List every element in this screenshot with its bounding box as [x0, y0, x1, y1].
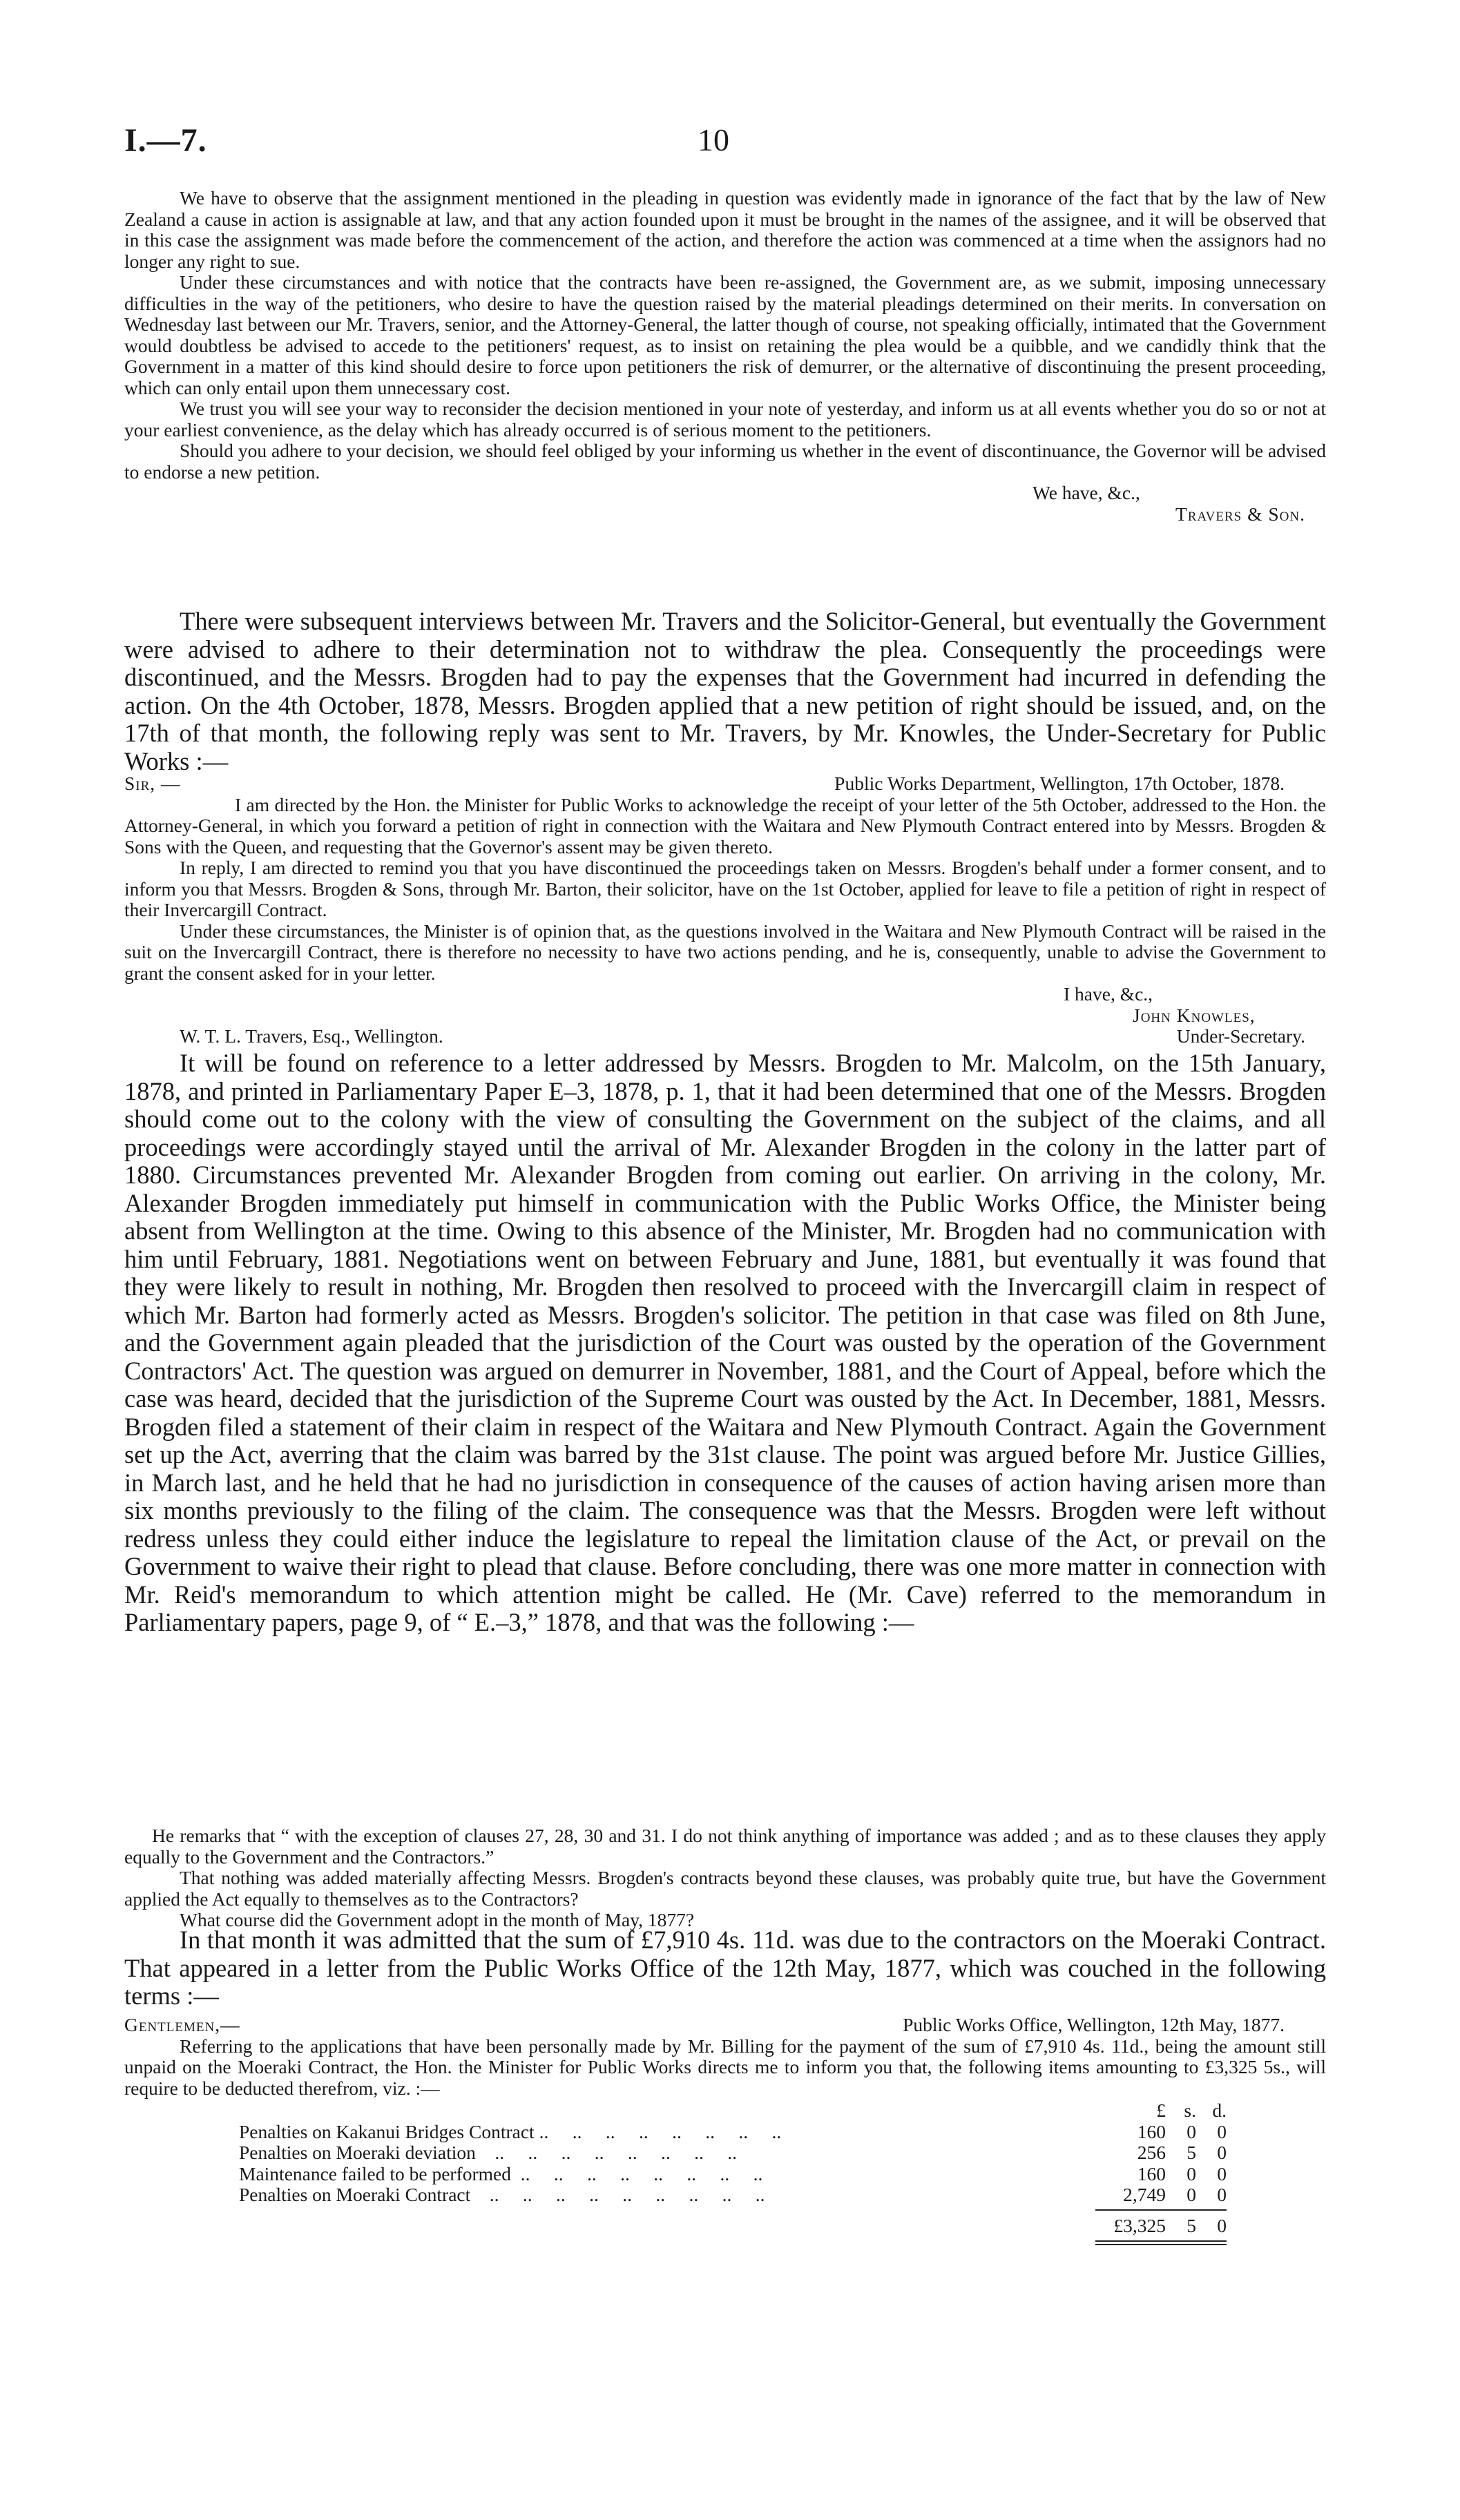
letter-closing: We have, &c.,	[1032, 482, 1140, 503]
table-row	[239, 2184, 1227, 2206]
amount-pence: 0	[1217, 2120, 1227, 2142]
letter-signature-name: John Knowles,	[1133, 1004, 1256, 1026]
narrative-section-3	[124, 1926, 1326, 2010]
sum-rule	[1095, 2209, 1227, 2211]
quote-paragraph: What course did the Government adopt in the month of May, 1877?	[180, 1909, 695, 1930]
letter-paragraph: Under these circumstances and with notice that the contracts have been re-assigned, the Government are, as we submit, imposing unnecessary difficulties in the way of the petitioners, who desire to have the question raised by the material pleadings determined on their merits. In conversation on Wednesday last between our Mr. Travers, senior, and the Attorney-General, the latter though of course, not speaking officially, intimated that the Government would doubtless be advised to accede to the petitioners' request, as to insist on retaining the plea would be a quibble, and we candidly think that the Government in a matter of this kind should desire to force upon petitioners the risk of demurrer, or the alternative of discontinuing the present proceeding, which can only entail upon them unnecessary cost.	[124, 271, 1326, 398]
letter-dateline: Public Works Office, Wellington, 12th May, 1877.	[903, 2014, 1285, 2035]
total-double-rule-top	[1095, 2240, 1227, 2242]
amount-shillings: 0	[1187, 2162, 1196, 2184]
letter-public-works	[124, 2015, 1326, 2099]
letter-signature-title: Under-Secretary.	[1176, 1025, 1305, 1047]
letter-paragraph: We trust you will see your way to reconsider the decision mentioned in your note of yesterday, and inform us at all events whether you do so or not at your earliest convenience, as the delay which has already occurred is of serious moment to the petitioners.	[124, 398, 1326, 440]
letter-paragraph: Should you adhere to your decision, we should feel obliged by your informing us whether in the event of discontinuance, the Governor will be advised to endorse a new petition.	[124, 440, 1326, 483]
page-header	[124, 122, 1326, 170]
amount-shillings: 0	[1187, 2120, 1196, 2142]
amount-pence: 0	[1217, 2142, 1227, 2163]
total-pence: 0	[1217, 2214, 1227, 2236]
amount-shillings: 0	[1187, 2184, 1196, 2205]
letter-paragraph: I am directed by the Hon. the Minister for Public Works to acknowledge the receipt of your letter of the 5th October, addressed to the Hon. the Attorney-General, in which you forward a petition of right in connection with the Waitara and New Plymouth Contract entered into by Messrs. Brogden & Sons with the Queen, and requesting that the Governor's assent may be given thereto.	[124, 793, 1326, 857]
table-row	[239, 2142, 1227, 2164]
table-header-row	[239, 2100, 1227, 2122]
quoted-memorandum	[124, 1825, 1326, 1931]
amount-pounds: 160	[1137, 2162, 1166, 2184]
table-total-row	[239, 2216, 1227, 2237]
item-label: Penalties on Moeraki Contract	[239, 2184, 471, 2205]
amount-pence: 0	[1217, 2184, 1227, 2205]
dot-leaders: .. .. .. .. .. .. .. ..	[510, 2163, 768, 2184]
letter-paragraph: Under these circumstances, the Minister is of opinion that, as the questions involved in the Waitara and New Plymouth Contract will be raised in the suit on the Invercargill Contract, there is therefore no necessity to have two actions pending, and he is, consequently, unable to advise the Government to grant the consent asked for in your letter.	[124, 920, 1326, 984]
amount-pounds: 256	[1137, 2142, 1166, 2163]
column-header-shillings: s.	[1184, 2100, 1196, 2121]
table-row	[239, 2164, 1227, 2185]
dot-leaders: .. .. .. .. .. .. .. ..	[475, 2142, 742, 2163]
column-header-pounds: £	[1156, 2100, 1166, 2121]
letter-knowles	[124, 773, 1326, 1047]
letter-addressee: W. T. L. Travers, Esq., Wellington.	[180, 1025, 443, 1047]
letter-salutation: Gentlemen,—	[124, 2014, 240, 2035]
quote-paragraph: That nothing was added materially affecting Messrs. Brogden's contracts beyond these clauses, was probably quite true, but have the Government applied the Act equally to themselves as to the Contractors?	[124, 1867, 1326, 1910]
item-label: Maintenance failed to be performed	[239, 2163, 511, 2184]
narrative-section-2	[124, 1049, 1326, 1637]
letter-travers	[124, 188, 1326, 525]
total-shillings: 5	[1187, 2214, 1196, 2236]
letter-closing: I have, &c.,	[1064, 983, 1153, 1005]
amount-shillings: 5	[1187, 2142, 1196, 2163]
dot-leaders: .. .. .. .. .. .. .. .. ..	[470, 2184, 770, 2205]
item-label: Penalties on Moeraki deviation	[239, 2142, 476, 2163]
deductions-table	[239, 2100, 1227, 2236]
column-header-pence: d.	[1212, 2100, 1227, 2121]
narrative-paragraph: In that month it was admitted that the sum of £7,910 4s. 11d. was due to the contractors on the Moeraki Contract. That appeared in a letter from the Public Works Office of the 12th May, 1877, which was couched in the following terms :—	[124, 1926, 1326, 2010]
letter-paragraph: Referring to the applications that have been personally made by Mr. Billing for the payment of the sum of £7,910 4s. 11d., being the amount still unpaid on the Moeraki Contract, the Hon. the Minister for Public Works directs me to inform you that, the following items amounting to £3,325 5s., will require to be deducted therefrom, viz. :—	[124, 2035, 1326, 2099]
letter-dateline: Public Works Department, Wellington, 17th October, 1878.	[834, 773, 1285, 794]
dot-leaders: .. .. .. .. .. .. .. ..	[534, 2121, 787, 2142]
page-number: 10	[698, 122, 729, 157]
total-pounds: £3,325	[1113, 2214, 1166, 2236]
document-id: I.—7.	[124, 122, 207, 159]
narrative-section-1	[124, 608, 1326, 775]
amount-pence: 0	[1217, 2162, 1227, 2184]
amount-pounds: 2,749	[1123, 2184, 1166, 2205]
quote-paragraph: He remarks that “ with the exception of clauses 27, 28, 30 and 31. I do not think anything of importance was added ; and as to these clauses they apply equally to the Government and the Contractors.”	[124, 1825, 1326, 1868]
letter-salutation: Sir, —	[124, 773, 181, 794]
letter-signature: Travers & Son.	[1175, 503, 1305, 525]
narrative-paragraph: It will be found on reference to a letter addressed by Messrs. Brogden to Mr. Malcolm, on the 15th January, 1878, and printed in Parliamentary Paper E–3, 1878, p. 1, that it had been determined that one of the Messrs. Brogden should come out to the colony with the view of consulting the Government on the subject of the claims, and all proceedings were accordingly stayed until the arrival of Mr. Alexander Brogden in the colony in the latter part of 1880. Circumstances prevented Mr. Alexander Brogden from coming out earlier. On arriving in the colony, Mr. Alexander Brogden immediately put himself in communication with the Public Works Office, the Minister being absent from Wellington at the time. Owing to this absence of the Minister, Mr. Brogden had no communication with him until February, 1881. Negotiations went on between February and June, 1881, but eventually it was found that they were likely to result in nothing, Mr. Brogden then resolved to proceed with the Invercargill claim in respect of which Mr. Barton had formerly acted as Messrs. Brogden's solicitor. The petition in that case was filed on 8th June, and the Government again pleaded that the jurisdiction of the Court was ousted by the operation of the Government Contractors' Act. The question was argued on demurrer in November, 1881, and the Court of Appeal, before which the case was heard, decided that the jurisdiction of the Supreme Court was ousted by the Act. In December, 1881, Messrs. Brogden filed a statement of their claim in respect of the Waitara and New Plymouth Contract. Again the Government set up the Act, averring that the claim was barred by the 31st clause. The point was argued before Mr. Justice Gillies, in March last, and he held that he had no jurisdiction in consequence of the causes of action having arisen more than six months previously to the filing of the claim. The consequence was that the Messrs. Brogden were left without redress unless they could either induce the legislature to repeal the limitation clause of the Act, or prevail on the Government to waive their right to plead that clause. Before concluding, there was one more matter in connection with Mr. Reid's memorandum to which attention might be called. He (Mr. Cave) referred to the memorandum in Parliamentary papers, page 9, of “ E.–3,” 1878, and that was the following :—	[124, 1049, 1326, 1636]
narrative-paragraph: There were subsequent interviews between Mr. Travers and the Solicitor-General, but eventually the Government were advised to adhere to their determination not to withdraw the plea. Consequently the proceedings were discontinued, and the Messrs. Brogden had to pay the expenses that the Government had incurred in defending the action. On the 4th October, 1878, Messrs. Brogden applied that a new petition of right should be issued, and, on the 17th of that month, the following reply was sent to Mr. Travers, by Mr. Knowles, the Under-Secretary for Public Works :—	[124, 607, 1326, 775]
table-row	[239, 2122, 1227, 2143]
amount-pounds: 160	[1137, 2120, 1166, 2142]
letter-paragraph: We have to observe that the assignment mentioned in the pleading in question was evidently made in ignorance of the fact that by the law of New Zealand a cause in action is assignable at law, and that any action founded upon it must be brought in the names of the assignee, and it will be observed that in this case the assignment was made before the commencement of the action, and therefore the action was commenced at a time when the assignors had no longer any right to sue.	[124, 187, 1326, 272]
letter-paragraph: In reply, I am directed to remind you that you have discontinued the proceedings taken on Messrs. Brogden's behalf under a former consent, and to inform you that Messrs. Brogden & Sons, through Mr. Barton, their solicitor, have on the 1st October, applied for leave to file a petition of right in respect of their Invercargill Contract.	[124, 857, 1326, 920]
item-label: Penalties on Kakanui Bridges Contract	[239, 2121, 535, 2142]
total-double-rule-bottom	[1095, 2244, 1227, 2245]
